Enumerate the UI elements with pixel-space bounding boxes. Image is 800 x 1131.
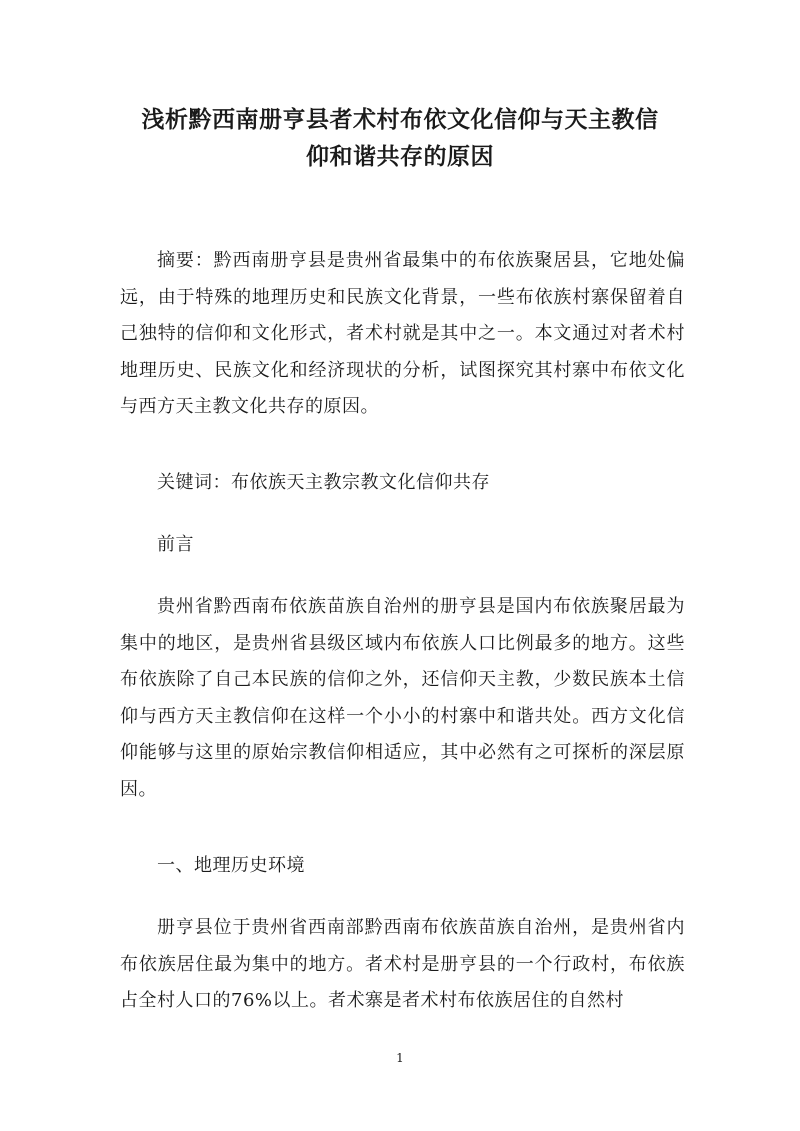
abstract-paragraph: 摘要：黔西南册亨县是贵州省最集中的布依族聚居县，它地处偏远，由于特殊的地理历史和民族文化背景，一些布依族村寨保留着自己独特的信仰和文化形式，者术村就是其中之一。本文通过对者术村地理历史、民族文化和经济现状的分析，试图探究其村寨中布依文化与西方天主教文化共存的原因。 <box>120 250 685 417</box>
document-title-line-2: 仰和谐共存的原因 <box>306 144 494 170</box>
keywords-paragraph: 关键词：布依族天主教宗教文化信仰共存 <box>157 472 490 493</box>
section-1-heading: 一、地理历史环境 <box>157 855 305 876</box>
section-1-body-paragraph: 册亨县位于贵州省西南部黔西南布依族苗族自治州，是贵州省内布依族居住最为集中的地方。者术村是册亨县的一个行政村，布依族占全村人口的76%以上。者术寨是者术村布依族居住的自然村 <box>120 917 685 1011</box>
page-number: 1 <box>396 1051 404 1065</box>
preface-heading: 前言 <box>157 534 194 555</box>
preface-body-paragraph: 贵州省黔西南布依族苗族自治州的册亨县是国内布依族聚居最为集中的地区，是贵州省县级区域内布依族人口比例最多的地方。这些布依族除了自己本民族的信仰之外，还信仰天主教，少数民族本土信仰与西方天主教信仰在这样一个小小的村寨中和谐共处。西方文化信仰能够与这里的原始宗教信仰相适应，其中必然有之可探析的深层原因。 <box>120 596 685 800</box>
document-title-line-1: 浅析黔西南册亨县者术村布依文化信仰与天主教信 <box>141 107 659 133</box>
